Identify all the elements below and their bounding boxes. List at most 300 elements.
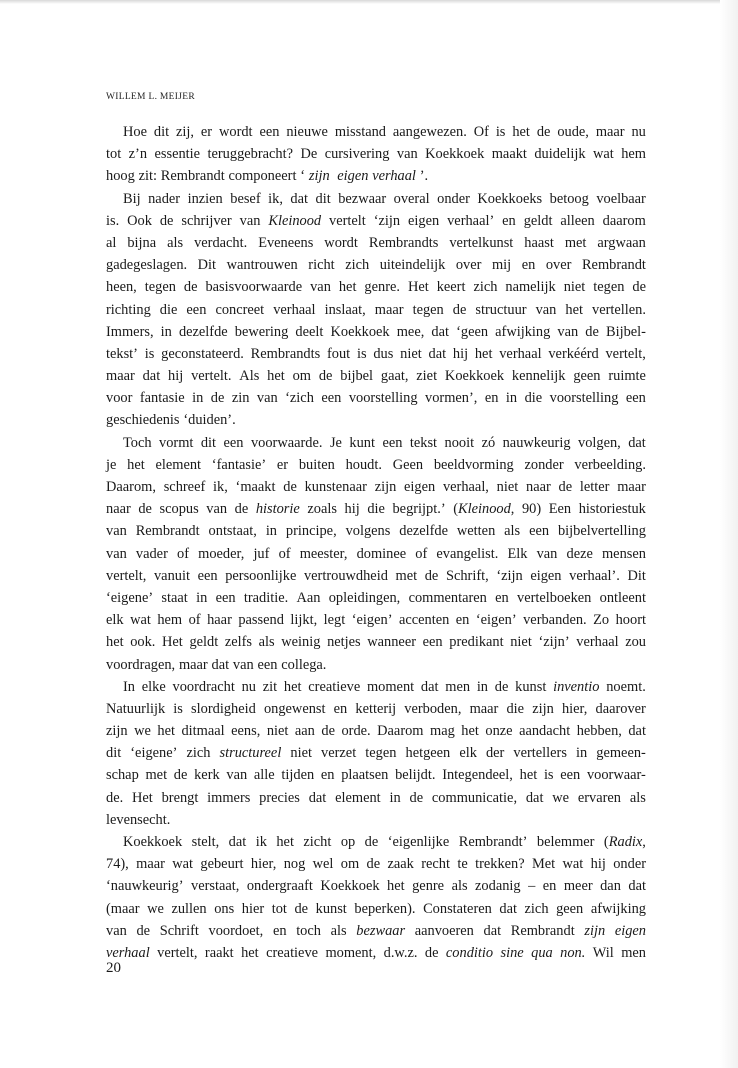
word: bewering [234, 323, 289, 340]
word: men [445, 678, 471, 695]
text-line [106, 676, 646, 698]
word: een [259, 124, 280, 140]
word: De [300, 146, 318, 163]
word: vertelboeken [517, 589, 592, 606]
word: het [283, 678, 302, 695]
word: aanvoeren [414, 922, 474, 939]
word: de [136, 922, 151, 939]
word: verzet [321, 745, 357, 762]
word: een [422, 634, 443, 651]
text-line [106, 587, 646, 609]
word: creatieve [266, 944, 319, 961]
word: Eveneens [258, 234, 314, 251]
word: Het [162, 634, 183, 651]
word-segment: non. [560, 944, 586, 961]
word: als [167, 234, 184, 251]
word: zich [473, 279, 498, 296]
text-line [106, 764, 646, 786]
word: nader [148, 190, 181, 207]
text-line [106, 387, 646, 409]
word: tot [271, 900, 287, 917]
word: volgen, [578, 434, 621, 451]
word: of [177, 545, 189, 562]
word: kerk [194, 767, 220, 784]
word: zelfs [224, 634, 253, 651]
word: met [395, 567, 418, 584]
text-line [106, 188, 646, 210]
word: ontstaat, [208, 523, 257, 540]
word: tegen [412, 301, 444, 318]
word: nooit [444, 434, 475, 451]
word: het [276, 834, 294, 850]
word-segment: Radix [608, 834, 643, 850]
word: Schrift [159, 922, 199, 939]
word: mag [430, 723, 455, 740]
word: voor [106, 390, 133, 407]
word: niet [400, 345, 422, 362]
word: het [512, 124, 530, 140]
word: de [409, 789, 424, 806]
word: begrijpt.’ [392, 501, 446, 518]
word: gebeurt [200, 856, 244, 873]
word: hij [590, 856, 606, 873]
word: in [389, 789, 401, 806]
word-segment: inventio [553, 678, 600, 695]
word: bezwaar [338, 190, 387, 207]
word: collega. [281, 656, 327, 673]
word: hier [241, 900, 265, 917]
word: er [200, 124, 213, 140]
word: vader [135, 545, 168, 562]
word: moment [366, 678, 415, 695]
word: nieuwe [286, 124, 328, 140]
word [220, 742, 282, 764]
word: wordt [324, 234, 358, 251]
word: de [424, 944, 439, 961]
word [560, 942, 585, 964]
word: voorwaarde. [250, 434, 323, 451]
text-line [106, 365, 646, 387]
word: Bij [123, 190, 141, 207]
word: we [134, 723, 151, 740]
word: Koekkoek [123, 834, 183, 850]
word: stelt, [191, 834, 220, 850]
word: Immers, [106, 323, 154, 340]
word: dezelfde [178, 323, 228, 340]
word: eens, [231, 723, 261, 740]
word: is [495, 124, 506, 140]
word: het [461, 723, 479, 740]
word: Rembrandts [250, 345, 321, 362]
word: wat [172, 856, 194, 873]
word: betoog [549, 190, 589, 207]
word [604, 831, 646, 853]
word: keert [436, 279, 466, 296]
word: zich [186, 745, 211, 762]
word: belijdt. [395, 767, 436, 784]
word: kunt [349, 434, 375, 451]
text-line [106, 831, 646, 853]
word: historiestuk [578, 501, 646, 518]
word: heen, [106, 279, 137, 296]
word: in [265, 523, 278, 540]
word: belemmer [536, 834, 595, 850]
text-line [106, 809, 646, 831]
word: moment, [325, 944, 377, 961]
word: naar [526, 479, 551, 495]
word: naar [106, 501, 131, 518]
text-line [106, 920, 646, 942]
word: netjes [327, 634, 361, 651]
word: brengt [161, 789, 199, 806]
word: hem [621, 146, 646, 163]
word: eigen [530, 567, 562, 584]
word: tegen [365, 745, 397, 762]
word: nu [241, 678, 256, 695]
word: een [215, 589, 236, 606]
word: onder [613, 856, 646, 873]
word: van [106, 523, 127, 540]
word: ondergraaft [246, 878, 313, 895]
word: Een [548, 501, 572, 518]
word: ik [255, 834, 267, 850]
word: vanuit [153, 567, 190, 584]
word: men [621, 944, 646, 961]
word: onze [485, 723, 513, 740]
word: de [173, 767, 188, 784]
word: gadegeslagen. [106, 257, 188, 274]
word: ziet [416, 368, 438, 385]
word: vertellers [513, 745, 567, 762]
word: de [138, 501, 152, 518]
word: zijn [532, 700, 554, 717]
word: schrijver [181, 212, 232, 229]
word: of [278, 545, 291, 562]
word: over [455, 257, 482, 274]
word: maar [136, 856, 165, 873]
word: verhaal [576, 634, 619, 651]
word: bijbel [340, 368, 374, 385]
word-segment: ( [453, 501, 459, 518]
word: maakt [491, 146, 527, 163]
word: verhaal [273, 301, 316, 318]
word-segment: conditio [445, 944, 494, 961]
word: ons [214, 900, 235, 917]
text-line [106, 498, 646, 520]
word: ik, [268, 190, 283, 207]
word: geldt [523, 212, 553, 229]
word: die [506, 700, 525, 717]
word: Koekkoek [320, 878, 380, 895]
word: met [564, 234, 587, 251]
word: dat [628, 878, 646, 895]
word: Rembrandt [581, 257, 646, 274]
word: lijkt, [290, 612, 318, 629]
word: wanneer [367, 634, 417, 651]
word-segment: zijn [584, 922, 606, 939]
word [446, 942, 493, 964]
word: wat [130, 612, 151, 629]
word: namelijk [505, 279, 556, 296]
word-segment: ( [603, 834, 609, 850]
word: der [485, 745, 505, 762]
word: van [536, 545, 558, 562]
word: voorstelling [348, 390, 418, 407]
word: predikant [449, 634, 504, 651]
word: of [415, 545, 428, 562]
word: maar [374, 301, 404, 318]
word: nu [631, 124, 646, 140]
word: dat [142, 368, 161, 385]
word: schreef [163, 479, 206, 495]
body-text [106, 121, 646, 964]
word: Koekkoeks [477, 190, 543, 207]
word: er [276, 456, 289, 473]
word: als [451, 878, 468, 895]
word: voordracht [172, 678, 235, 695]
word: afwijking [495, 323, 551, 340]
word-segment: Kleinood [268, 212, 322, 229]
word: ‘maakt [235, 479, 276, 495]
word: de [210, 390, 225, 407]
word: en [484, 390, 499, 407]
word: maar [178, 656, 208, 673]
word: ‘eigene’ [106, 589, 154, 606]
word: met [145, 767, 168, 784]
word: verhaal’ [447, 212, 495, 229]
word: ontleent [599, 589, 646, 606]
word: tijden [281, 767, 315, 784]
word: de [452, 301, 467, 318]
word: wel [312, 856, 334, 873]
word: duidelijk [534, 146, 586, 163]
word: of [188, 612, 201, 629]
text-line [106, 720, 646, 742]
word: Koekkoek [444, 368, 505, 385]
word: daarover [595, 700, 646, 717]
word: zich [345, 257, 370, 274]
word: de [366, 856, 381, 873]
word-segment: historie [255, 501, 300, 518]
text-line [106, 476, 646, 498]
word: een [223, 434, 244, 451]
text-line [106, 942, 646, 964]
word: Het [132, 789, 153, 806]
word: de [318, 368, 333, 385]
word: is [173, 700, 183, 717]
word: vormt [159, 434, 194, 451]
word: staat [161, 589, 188, 606]
word: al [106, 234, 117, 251]
word: dus [373, 345, 394, 362]
word: geconstateerd. [161, 345, 244, 362]
word: plaatsen [341, 767, 389, 784]
word: vertelkunst [449, 234, 514, 251]
word: niet [290, 745, 312, 762]
word: niet [266, 723, 289, 740]
word: deelt [295, 323, 324, 340]
word: Daarom, [106, 479, 156, 495]
word: zicht [303, 834, 332, 850]
word: deze [566, 545, 593, 562]
word: van [106, 922, 127, 939]
word: Elk [507, 545, 528, 562]
word: aangewezen. [392, 124, 467, 140]
word: geen [573, 368, 601, 385]
word: dat [211, 656, 230, 673]
word: principe, [285, 523, 337, 540]
text-line [106, 565, 646, 587]
word: een [257, 656, 278, 673]
text-line [106, 853, 646, 875]
scan-top-edge [0, 0, 738, 4]
text-line [106, 143, 646, 165]
word: niet [496, 479, 519, 495]
word: Rembrandt [135, 523, 200, 540]
word: geen [556, 900, 584, 917]
word: ‘geen [456, 323, 489, 340]
word: dat [628, 723, 646, 740]
word: wat [592, 146, 614, 163]
word: genre [412, 878, 445, 895]
word: de [364, 834, 379, 850]
word: verbeelding. [574, 456, 646, 473]
word: Schrift, [445, 567, 489, 584]
word: volgens [345, 523, 391, 540]
text-line [106, 210, 646, 232]
word: ‘eigenlijke [387, 834, 450, 850]
word [300, 165, 333, 187]
text-line [106, 276, 646, 298]
word: kunst [315, 900, 347, 917]
word: in [192, 390, 204, 407]
word: nog [283, 856, 306, 873]
word: Zo [593, 612, 610, 629]
word: Wil [592, 944, 614, 961]
word: van [206, 501, 228, 518]
word: Aan [296, 589, 321, 606]
word: zullen [171, 900, 207, 917]
word: vertelt, [605, 345, 646, 362]
word: het [157, 723, 175, 740]
word: en [272, 922, 287, 939]
word: structuur [475, 301, 527, 318]
word: de [294, 900, 309, 917]
word: een [625, 390, 646, 407]
word: recht [421, 856, 450, 873]
word [356, 920, 405, 942]
word: de [321, 723, 335, 740]
word: van [396, 146, 418, 163]
word: in [196, 589, 208, 606]
word: weinig [281, 634, 321, 651]
word: te [457, 856, 468, 873]
word-segment: verhaal [372, 168, 416, 185]
word: zit: [138, 168, 157, 185]
word: als [258, 634, 275, 651]
word: bijna [127, 234, 157, 251]
word: kennelijk [511, 368, 566, 385]
word: van [106, 545, 127, 562]
word: die [524, 390, 543, 407]
word: elk [459, 745, 477, 762]
word: ‘fantasie’ [211, 456, 267, 473]
word: dat [431, 323, 449, 340]
word: de. [106, 789, 124, 806]
word: als [629, 789, 646, 806]
word: element [155, 456, 202, 473]
word: Koekkoek [330, 323, 390, 340]
word: tegen [144, 279, 176, 296]
word: alle [253, 767, 275, 784]
word: vertelt. [191, 368, 232, 385]
word: verstaat, [191, 878, 240, 895]
word: passend [238, 612, 284, 629]
word: haar [207, 612, 232, 629]
word: het [474, 345, 493, 362]
word: het [565, 301, 583, 318]
word: mij [491, 257, 512, 274]
word: precies [259, 789, 300, 806]
word-segment: ’. [419, 168, 429, 185]
word: meester, [299, 545, 348, 562]
word: je [106, 456, 117, 473]
word: (maar [106, 900, 140, 917]
word: commentaren [408, 589, 487, 606]
word: evangelist. [436, 545, 499, 562]
word: inzien [187, 190, 223, 207]
word: dat [228, 834, 247, 850]
word: van [535, 301, 557, 318]
word: zit [262, 678, 278, 695]
word: immers [207, 789, 251, 806]
word: oude, [557, 124, 589, 140]
word: voordoet, [208, 922, 264, 939]
word: verhaal, [442, 479, 489, 495]
word [256, 498, 300, 520]
word: Geen [392, 456, 424, 473]
word: in [576, 745, 588, 762]
word: Rembrandt [160, 168, 225, 185]
word: qua [531, 944, 553, 961]
word: we [147, 900, 164, 917]
word: traditie. [243, 589, 289, 606]
word: teruggebracht? [207, 146, 293, 163]
word: zijn [374, 479, 397, 495]
word: nauwkeurig [502, 434, 571, 451]
word: de [585, 323, 599, 340]
word: eigen [404, 479, 436, 495]
word: verhaal [499, 345, 542, 362]
word-segment: structureel [219, 745, 282, 762]
word: genre. [364, 279, 400, 296]
word: hoog [106, 168, 135, 185]
word: dit [200, 434, 217, 451]
word: hem [157, 612, 183, 629]
word: zou [625, 634, 646, 651]
word: toch [296, 922, 321, 939]
word: dat [308, 789, 327, 806]
word: tegen [593, 279, 625, 296]
word: de [558, 479, 573, 495]
word: Koekkoek [425, 146, 485, 163]
word: dat [290, 190, 309, 207]
word: Toch [123, 434, 152, 451]
word: tekst’ [106, 345, 138, 362]
word: misstand [334, 124, 386, 140]
word: accenten [398, 612, 450, 629]
word: vertrouwdheid [303, 567, 388, 584]
